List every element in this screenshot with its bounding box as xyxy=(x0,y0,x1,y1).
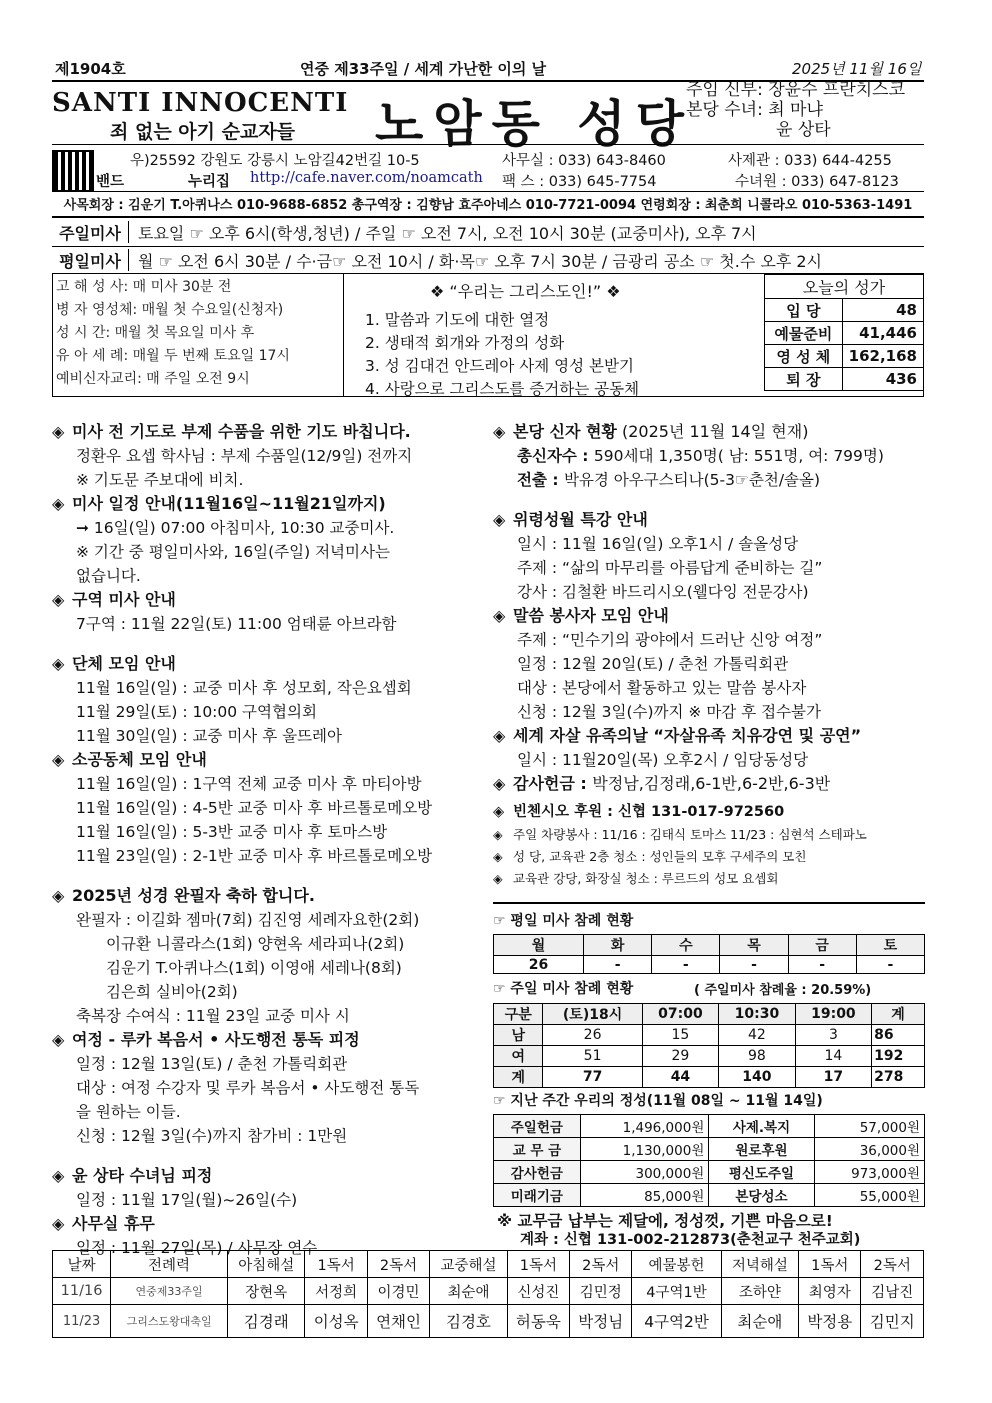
hymn-title: 오늘의 성가 xyxy=(765,275,924,299)
weekday-header: 목 xyxy=(720,935,788,956)
schedule-cell: 11/23 xyxy=(53,1305,111,1338)
text-line xyxy=(493,748,933,772)
section-heading xyxy=(52,652,482,676)
section-title: 감사헌금 : xyxy=(513,774,593,793)
sunday-header: 구분 xyxy=(494,1004,543,1025)
line-text: 일정 : 12월 13일(토) / 춘천 가톨릭회관 xyxy=(76,1055,348,1073)
section-heading xyxy=(52,588,482,612)
hymn-row xyxy=(765,345,924,368)
line-text: 11월 29일(토) : 10:00 구역협의회 xyxy=(76,703,317,721)
line-text: 없습니다. xyxy=(76,567,141,585)
text-line xyxy=(52,1188,482,1212)
text-line xyxy=(52,1124,482,1148)
section-extra: 박정남,김정래,6-1반,6-2반,6-3반 xyxy=(592,774,831,793)
section-title: 본당 신자 현황 xyxy=(513,422,617,441)
line-text: 일정 : 11월 27일(목) / 사무장 연수 xyxy=(76,1239,318,1257)
weekday-mass-label: 평일미사 xyxy=(52,249,129,271)
section-heading xyxy=(493,604,933,628)
sunday-cell: 98 xyxy=(719,1046,795,1067)
text-line xyxy=(52,980,482,1004)
finance-cell: 본당성소 xyxy=(709,1184,814,1207)
line-text: 정환우 요셉 학사님 : 부제 수품일(12/9일) 전까지 xyxy=(76,447,413,465)
cleaning-2: 교육관 강당, 화장실 청소 : 루르드의 성모 요셉회 xyxy=(513,871,779,886)
line-text: 박유경 아우구스티나(5-3☞춘천/솔올) xyxy=(563,471,821,489)
spacer xyxy=(52,636,482,652)
line-text: 11월 16일(일) : 4-5반 교중 미사 후 바르톨로메오방 xyxy=(76,799,433,817)
hymn-row xyxy=(765,368,924,391)
weekday-header: 금 xyxy=(788,935,856,956)
diamond-icon: ◈ xyxy=(52,590,65,609)
weekday-value: 26 xyxy=(494,956,584,974)
text-line xyxy=(493,444,933,468)
text-line xyxy=(52,516,482,540)
diamond-icon: ◈ xyxy=(52,654,65,673)
section-heading xyxy=(52,1212,482,1236)
creed-item: 4. 사랑으로 그리스도를 증거하는 공동체 xyxy=(365,380,640,398)
section-heading xyxy=(52,884,482,908)
line-text: 일시 : 11월20일(목) 오후2시 / 임당동성당 xyxy=(517,751,809,769)
weekday-value: - xyxy=(720,956,788,974)
text-line xyxy=(52,844,482,868)
hymn-label: 예물준비 xyxy=(765,322,843,345)
hymn-row xyxy=(765,322,924,345)
text-line xyxy=(493,532,933,556)
line-text: 일정 : 11월 17일(월)~26일(수) xyxy=(76,1191,298,1209)
finance-table xyxy=(493,1114,925,1207)
section-title: 사무실 휴무 xyxy=(72,1214,155,1233)
info-line: 예비신자교리: 매 주일 오전 9시 xyxy=(56,371,250,387)
cleaning-1: 성 당, 교육관 2층 청소 : 성인들의 모후 구세주의 모친 xyxy=(513,849,807,864)
schedule-cell: 박정님 xyxy=(570,1305,632,1338)
hymn-row xyxy=(765,299,924,322)
sunday-cell: 192 xyxy=(872,1046,925,1067)
schedule-row xyxy=(53,1305,924,1338)
info-line: 성 시 간: 매월 첫 목요일 미사 후 xyxy=(56,325,255,341)
right-column xyxy=(493,420,933,796)
info-line: 유 아 세 례: 매월 두 번째 토요일 17시 xyxy=(56,348,290,364)
bank-account: 계좌 : 신협 131-002-212873(춘천교구 천주교회) xyxy=(520,1232,861,1248)
sunday-cell: 140 xyxy=(719,1067,795,1088)
office-phone: 사무실 : 033) 643-8460 xyxy=(502,153,666,169)
sunday-cell: 86 xyxy=(872,1025,925,1046)
sunday-attendance-title: ☞ 주일 미사 참례 현황 xyxy=(493,981,634,997)
line-text: ➞ 16일(일) 07:00 아침미사, 10:30 교중미사. xyxy=(76,519,395,537)
finance-row xyxy=(494,1138,925,1161)
band-label[interactable]: 밴드 xyxy=(96,174,125,190)
staff-block xyxy=(686,80,905,140)
finance-cell: 교 무 금 xyxy=(494,1138,581,1161)
sunday-cell: 29 xyxy=(642,1046,718,1067)
sunday-row xyxy=(494,1025,925,1046)
hymn-label: 퇴 장 xyxy=(765,368,843,391)
schedule-cell: 신성진 xyxy=(507,1278,569,1305)
text-line xyxy=(52,1004,482,1028)
sunday-cell: 14 xyxy=(795,1046,871,1067)
sunday-cell: 44 xyxy=(642,1067,718,1088)
sunday-cell: 42 xyxy=(719,1025,795,1046)
finance-title: ☞ 지난 주간 우리의 정성(11월 08일 ~ 11월 14일) xyxy=(493,1093,823,1109)
schedule-cell: 김민지 xyxy=(861,1305,924,1338)
text-line xyxy=(493,580,933,604)
web-link[interactable]: http://cafe.naver.com/noamcath xyxy=(250,170,483,186)
text-line xyxy=(52,564,482,588)
issue-number: 제1904호 xyxy=(55,60,126,78)
sunday-cell: 26 xyxy=(543,1025,642,1046)
diamond-icon: ◈ xyxy=(493,606,506,625)
line-text: 11월 16일(일) : 5-3반 교중 미사 후 토마스방 xyxy=(76,823,388,841)
line-text: 590세대 1,350명( 남: 551명, 여: 799명) xyxy=(593,447,884,465)
schedule-header: 2독서 xyxy=(570,1251,632,1278)
finance-cell: 85,000원 xyxy=(580,1184,709,1207)
text-line xyxy=(493,676,933,700)
line-text: 신청 : 12월 3일(수)까지 ※ 마감 후 접수불가 xyxy=(517,703,822,721)
diamond-icon: ◈ xyxy=(52,886,65,905)
sisters: 본당 수녀: 최 마냐 xyxy=(686,100,823,120)
line-text: 대상 : 본당에서 활동하고 있는 말씀 봉사자 xyxy=(517,679,807,697)
section-title: 말씀 봉사자 모임 안내 xyxy=(513,606,669,625)
text-line xyxy=(493,652,933,676)
diamond-icon: ◈ xyxy=(52,494,65,513)
line-text: 11월 16일(일) : 교중 미사 후 성모회, 작은요셉회 xyxy=(76,679,412,697)
schedule-header: 저녁해설 xyxy=(721,1251,798,1278)
line-text: 강사 : 김철환 바드리시오(웰다잉 전문강사) xyxy=(517,583,809,601)
finance-cell: 사제.복지 xyxy=(709,1115,814,1138)
fax: 팩 스 : 033) 645-7754 xyxy=(502,174,657,190)
finance-cell: 1,130,000원 xyxy=(580,1138,709,1161)
finance-cell: 36,000원 xyxy=(814,1138,924,1161)
logo: SANTI INNOCENTI xyxy=(52,88,349,118)
schedule-header: 1독서 xyxy=(507,1251,569,1278)
section-heading xyxy=(52,748,482,772)
schedule-header: 2독서 xyxy=(367,1251,429,1278)
text-line xyxy=(52,932,482,956)
car-service: 주일 차량봉사 : 11/16 : 김태식 토마스 11/23 : 심현석 스테파노 xyxy=(513,827,867,842)
line-text: 대상 : 여정 수강자 및 루카 복음서 • 사도행전 통독 xyxy=(76,1079,420,1097)
service-schedule xyxy=(52,1250,924,1338)
council-presidents: 사목회장 : 김운기 T.아퀴나스 010-9688-6852 총구역장 : 김향남 효주아네스 010-7721-0094 연령회장 : 최춘희 니콜라오 010-5363-1491 xyxy=(63,198,913,213)
schedule-header: 1독서 xyxy=(305,1251,367,1278)
web-label: 누리집 xyxy=(188,174,231,190)
weekday-header: 화 xyxy=(584,935,652,956)
schedule-header: 아침해설 xyxy=(228,1251,305,1278)
sunday-cell: 계 xyxy=(494,1067,543,1088)
text-line xyxy=(52,908,482,932)
finance-cell: 미래기금 xyxy=(494,1184,581,1207)
diamond-icon: ◈ xyxy=(52,1166,65,1185)
text-line xyxy=(52,796,482,820)
finance-row xyxy=(494,1115,925,1138)
schedule-cell: 서정희 xyxy=(305,1278,367,1305)
section-title: 세계 자살 유족의날 “자살유족 치유강연 및 공연” xyxy=(513,726,862,745)
section-extra: (2025년 11월 14일 현재) xyxy=(616,422,809,441)
diamond-icon: ◈ xyxy=(52,750,65,769)
info-line: 병 자 영성체: 매월 첫 수요일(신청자) xyxy=(56,302,284,318)
left-column xyxy=(52,420,482,1260)
text-line xyxy=(52,724,482,748)
section-heading xyxy=(493,724,933,748)
schedule-cell: 4구역2반 xyxy=(632,1305,721,1338)
liturgical-week: 연중 제33주일 / 세계 가난한 이의 날 xyxy=(300,60,547,78)
line-text: 신청 : 12월 3일(수)까지 참가비 : 1만원 xyxy=(76,1127,348,1145)
creed-item: 1. 말씀과 기도에 대한 열정 xyxy=(365,311,550,329)
line-text: 완필자 : 이길화 젬마(7회) 김진영 세례자요한(2회) xyxy=(76,911,420,929)
line-text: 일정 : 12월 20일(토) / 춘천 가톨릭회관 xyxy=(517,655,789,673)
text-line xyxy=(52,820,482,844)
sunday-header: (토)18시 xyxy=(543,1004,642,1025)
line-text: ※ 기간 중 평일미사와, 16일(주일) 저녁미사는 xyxy=(76,543,390,561)
schedule-cell: 이성옥 xyxy=(305,1305,367,1338)
schedule-cell: 김경래 xyxy=(228,1305,305,1338)
spacer xyxy=(52,868,482,884)
sunday-header: 19:00 xyxy=(795,1004,871,1025)
schedule-cell: 최순애 xyxy=(721,1305,798,1338)
schedule-cell: 김남진 xyxy=(861,1278,924,1305)
text-line xyxy=(52,772,482,796)
schedule-cell: 최영자 xyxy=(799,1278,861,1305)
sunday-cell: 3 xyxy=(795,1025,871,1046)
convent-phone: 수녀원 : 033) 647-8123 xyxy=(735,174,899,190)
schedule-cell: 장현옥 xyxy=(228,1278,305,1305)
sunday-cell: 15 xyxy=(642,1025,718,1046)
creed-item: 3. 성 김대건 안드레아 사제 영성 본받기 xyxy=(365,357,634,375)
sunday-mass-label: 주일미사 xyxy=(52,221,129,243)
schedule-cell: 박정용 xyxy=(799,1305,861,1338)
section-heading xyxy=(52,1164,482,1188)
schedule-header: 날짜 xyxy=(53,1251,111,1278)
schedule-cell: 4구역1반 xyxy=(632,1278,721,1305)
finance-cell: 1,496,000원 xyxy=(580,1115,709,1138)
text-line xyxy=(52,612,482,636)
line-label: 전출 : xyxy=(517,471,564,489)
pastor: 주임 신부: 장윤수 프란치스코 xyxy=(686,80,906,100)
finance-cell: 300,000원 xyxy=(580,1161,709,1184)
line-text: 축복장 수여식 : 11월 23일 교중 미사 시 xyxy=(76,1007,350,1025)
section-heading xyxy=(52,1028,482,1052)
diamond-icon: ◈ xyxy=(493,510,506,529)
info-line: 고 해 성 사: 매 미사 30분 전 xyxy=(56,279,232,295)
text-line xyxy=(52,676,482,700)
text-line xyxy=(52,956,482,980)
diamond-icon: ◈ xyxy=(52,1214,65,1233)
line-text: ※ 기도문 주보대에 비치. xyxy=(76,471,244,489)
schedule-cell: 최순애 xyxy=(430,1278,507,1305)
schedule-header: 1독서 xyxy=(799,1251,861,1278)
schedule-header: 예물봉헌 xyxy=(632,1251,721,1278)
creed-list xyxy=(365,309,639,401)
section-title: 윤 상타 수녀님 피정 xyxy=(72,1166,213,1185)
section-title: 여정 - 루카 복음서 • 사도행전 통독 피정 xyxy=(72,1030,360,1049)
schedule-cell: 허동욱 xyxy=(507,1305,569,1338)
section-title: 단체 모임 안내 xyxy=(72,654,176,673)
sunday-cell: 남 xyxy=(494,1025,543,1046)
text-line xyxy=(52,540,482,564)
creed-title: ❖ “우리는 그리스도인!” ❖ xyxy=(430,282,621,301)
line-text: 김운기 T.아퀴나스(1회) 이영애 세레나(8회) xyxy=(106,959,402,977)
schedule-header: 교중해설 xyxy=(430,1251,507,1278)
text-line xyxy=(493,556,933,580)
sunday-cell: 51 xyxy=(543,1046,642,1067)
section-heading xyxy=(52,420,482,444)
text-line xyxy=(52,468,482,492)
text-line xyxy=(52,1052,482,1076)
section-heading xyxy=(493,508,933,532)
weekday-value: - xyxy=(652,956,720,974)
text-line xyxy=(493,628,933,652)
text-line xyxy=(493,700,933,724)
weekday-value: - xyxy=(856,956,924,974)
section-heading xyxy=(493,420,933,444)
qr-code-icon xyxy=(52,150,94,192)
sunday-row xyxy=(494,1067,925,1088)
hymn-table xyxy=(764,274,924,391)
weekday-attendance-table xyxy=(493,934,925,974)
text-line xyxy=(52,1076,482,1100)
text-line xyxy=(493,468,933,492)
sunday-attendance-table xyxy=(493,1003,925,1088)
sacrament-info xyxy=(56,276,290,391)
creed-item: 2. 생태적 회개와 가정의 성화 xyxy=(365,334,565,352)
logo-subtitle: 죄 없는 아기 순교자들 xyxy=(110,121,296,143)
spacer xyxy=(493,492,933,508)
finance-cell: 973,000원 xyxy=(814,1161,924,1184)
line-text: 11월 23일(일) : 2-1반 교중 미사 후 바르톨로메오방 xyxy=(76,847,433,865)
hymn-number: 48 xyxy=(842,299,923,322)
parish-name: 노암동 성당 xyxy=(375,95,694,153)
finance-cell: 평신도주일 xyxy=(709,1161,814,1184)
section-heading xyxy=(52,492,482,516)
diamond-icon: ◈ xyxy=(493,422,506,441)
line-text: 이규환 니콜라스(1회) 양현옥 세라피나(2회) xyxy=(106,935,405,953)
rectory-phone: 사제관 : 033) 644-4255 xyxy=(728,153,892,169)
section-title: 위령성월 특강 안내 xyxy=(513,510,648,529)
line-text: 일시 : 11월 16일(일) 오후1시 / 솔올성당 xyxy=(517,535,799,553)
sunday-attendance-rate: ( 주일미사 참례율 : 20.59%) xyxy=(694,983,872,998)
finance-cell: 원로후원 xyxy=(709,1138,814,1161)
line-text: 7구역 : 11월 22일(토) 11:00 엄태륜 아브라함 xyxy=(76,615,397,633)
schedule-header: 2독서 xyxy=(861,1251,924,1278)
finance-row xyxy=(494,1161,925,1184)
line-text: 김은희 실비아(2회) xyxy=(106,983,238,1001)
schedule-header: 전례력 xyxy=(111,1251,228,1278)
weekday-header: 수 xyxy=(652,935,720,956)
line-text: 을 원하는 이들. xyxy=(76,1103,181,1121)
finance-cell: 주일헌금 xyxy=(494,1115,581,1138)
diamond-icon: ◈ xyxy=(52,422,65,441)
sunday-header: 10:30 xyxy=(719,1004,795,1025)
line-text: 주제 : “삶의 마무리를 아름답게 준비하는 길” xyxy=(517,559,823,577)
schedule-cell: 김경호 xyxy=(430,1305,507,1338)
schedule-cell: 김민정 xyxy=(570,1278,632,1305)
section-heading xyxy=(493,772,933,796)
sunday-row xyxy=(494,1046,925,1067)
bulletin-date: 2025년 11월 16일 xyxy=(792,60,922,78)
diamond-icon: ◈ xyxy=(52,1030,65,1049)
text-line xyxy=(52,1100,482,1124)
finance-cell: 57,000원 xyxy=(814,1115,924,1138)
hymn-number: 436 xyxy=(842,368,923,391)
sunday-cell: 278 xyxy=(872,1067,925,1088)
section-title: 미사 전 기도로 부제 수품을 위한 기도 바칩니다. xyxy=(72,422,411,441)
sunday-cell: 여 xyxy=(494,1046,543,1067)
finance-row xyxy=(494,1184,925,1207)
sunday-cell: 77 xyxy=(543,1067,642,1088)
weekday-value: - xyxy=(584,956,652,974)
diamond-icon: ◈ xyxy=(493,774,506,793)
text-line xyxy=(52,444,482,468)
hymn-number: 41,446 xyxy=(842,322,923,345)
finance-cell: 감사헌금 xyxy=(494,1161,581,1184)
text-line xyxy=(52,700,482,724)
schedule-cell: 조하얀 xyxy=(721,1278,798,1305)
hymn-label: 영 성 체 xyxy=(765,345,843,368)
notices: ◈ 빈첸시오 후원 : 신협 131-017-972560 ◈ 주일 차량봉사 : 11/16 : 김태식 토마스 11/23 : 심현석 스테파노 ◈ 성 당, 교육관 2층 청소 : 성인들의 모후 구세주의 모친 ◈ 교육관 강당, 화장실 청소 : 루르드의 성모 요셉회 xyxy=(493,804,867,886)
address: 우)25592 강원도 강릉시 노암길42번길 10-5 xyxy=(130,153,420,169)
weekday-attendance-title: ☞ 평일 미사 참례 현황 xyxy=(493,913,634,929)
schedule-row xyxy=(53,1278,924,1305)
diamond-icon: ◈ xyxy=(493,726,506,745)
section-title: 2025년 성경 완필자 축하 합니다. xyxy=(72,886,315,905)
hymn-label: 입 당 xyxy=(765,299,843,322)
sunday-cell: 17 xyxy=(795,1067,871,1088)
sister-2: 윤 상타 xyxy=(776,120,831,140)
schedule-cell: 그리스도왕대축일 xyxy=(111,1305,228,1338)
section-title: 구역 미사 안내 xyxy=(72,590,176,609)
hymn-number: 162,168 xyxy=(842,345,923,368)
weekday-header: 월 xyxy=(494,935,584,956)
sunday-mass-times: 토요일 ☞ 오후 6시(학생,청년) / 주일 ☞ 오전 7시, 오전 10시 30분 (교중미사), 오후 7시 xyxy=(138,224,757,243)
vincent-donation: 빈첸시오 후원 : 신협 131-017-972560 xyxy=(513,804,785,820)
schedule-cell: 이경민 xyxy=(367,1278,429,1305)
schedule-cell: 11/16 xyxy=(53,1278,111,1305)
finance-cell: 55,000원 xyxy=(814,1184,924,1207)
sunday-header: 계 xyxy=(872,1004,925,1025)
spacer xyxy=(52,1148,482,1164)
line-text: 11월 30일(일) : 교중 미사 후 울뜨레아 xyxy=(76,727,343,745)
weekday-mass-times: 월 ☞ 오전 6시 30분 / 수·금☞ 오전 10시 / 화·목☞ 오후 7시 30분 / 금광리 공소 ☞ 첫.수 오후 2시 xyxy=(138,252,822,271)
sunday-header: 07:00 xyxy=(642,1004,718,1025)
line-label: 총신자수 : xyxy=(517,447,594,465)
line-text: 주제 : “민수기의 광야에서 드러난 신앙 여정” xyxy=(517,631,823,649)
section-title: 소공동체 모임 안내 xyxy=(72,750,207,769)
section-title: 미사 일정 안내(11월16일~11월21일까지) xyxy=(72,494,386,513)
tithe-note: ※ 교무금 납부는 제달에, 정성껏, 기쁜 마음으로! xyxy=(497,1212,833,1230)
schedule-cell: 연중제33주일 xyxy=(111,1278,228,1305)
weekday-value: - xyxy=(788,956,856,974)
line-text: 11월 16일(일) : 1구역 전체 교중 미사 후 마티아방 xyxy=(76,775,422,793)
schedule-cell: 연채인 xyxy=(367,1305,429,1338)
weekday-header: 토 xyxy=(856,935,924,956)
